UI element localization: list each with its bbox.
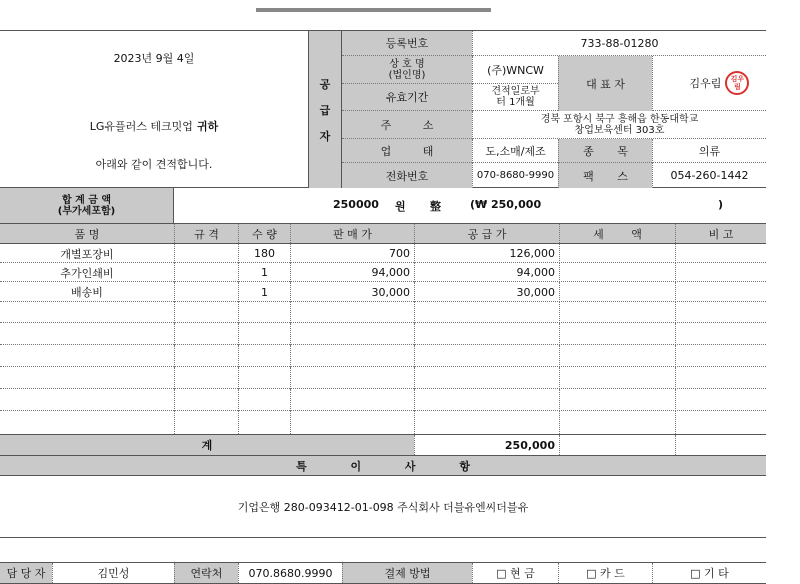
table-header: [0, 224, 766, 244]
total-symbol: 整: [430, 200, 441, 213]
table-row: 추가인쇄비 1 94,000 94,000: [0, 263, 766, 282]
table-row: [0, 389, 766, 411]
sum-value: 250,000: [414, 435, 559, 455]
validity-value: 견적일로부터 1개월: [472, 84, 558, 111]
sum-tax-cell: [559, 435, 675, 455]
contact-value: 070.8680.9990: [238, 563, 342, 583]
recipient-suffix: 귀하: [196, 120, 219, 133]
company-value: (주)WNCW: [472, 56, 558, 84]
manager-value: 김민성: [52, 563, 174, 583]
sum-note-cell: [675, 435, 766, 455]
sum-label: 계: [0, 435, 414, 455]
col-supply-header: 공 급 가: [414, 224, 559, 243]
validity-label: 유효기간: [342, 84, 472, 111]
total-amount: 250000: [333, 198, 379, 211]
table-row: 개별포장비 180 700 126,000: [0, 244, 766, 263]
title-bar: [256, 8, 491, 12]
phone-label: 전화번호: [342, 163, 472, 188]
col-tax-header: 세 액: [559, 224, 675, 243]
company-seal: 김우림: [725, 71, 749, 95]
sum-row: [0, 434, 766, 456]
recipient: [0, 117, 308, 135]
header-section: [0, 30, 766, 188]
table-row: [0, 367, 766, 389]
address-label: 주 소: [342, 111, 472, 139]
recipient-name: LG유플러스 테크밋업: [89, 120, 193, 133]
total-row: [0, 188, 766, 224]
fax-label: 팩 스: [558, 163, 652, 188]
fax-value: 054-260-1442: [652, 163, 766, 188]
payment-other-checkbox[interactable]: □ 기 타: [652, 563, 766, 583]
col-note-header: 비 고: [675, 224, 766, 243]
rep-cell: [652, 56, 766, 111]
company-label: 상 호 명 (법인명): [342, 56, 472, 84]
table-row: 배송비 1 30,000 30,000: [0, 282, 766, 302]
remarks-label: 특 이 사 항: [0, 456, 766, 476]
payment-card-checkbox[interactable]: □ 카 드: [558, 563, 652, 583]
business-value: 도,소매/제조: [472, 139, 558, 163]
total-won: 원: [395, 200, 406, 213]
table-row: [0, 411, 766, 434]
table-row: [0, 345, 766, 367]
col-name-header: 품 명: [74, 227, 100, 241]
item-value: 의류: [652, 139, 766, 163]
total-amount-paren: (₩ 250,000: [470, 198, 542, 211]
rep-label: 대 표 자: [558, 56, 652, 111]
manager-label: 담 당 자: [0, 563, 52, 583]
quote-message: 아래와 같이 견적합니다.: [95, 158, 213, 171]
col-qty-header: 수 량: [238, 224, 290, 243]
item-label: 종 목: [558, 139, 652, 163]
col-spec-header: 규 격: [174, 224, 238, 243]
reg-no-label: 등록번호: [342, 31, 472, 56]
reg-no-value: 733-88-01280: [472, 31, 766, 56]
contact-label: 연락처: [174, 563, 238, 583]
footer-row: [0, 562, 766, 584]
total-label: 합 계 금 액 (부가세포함): [0, 188, 174, 223]
phone-value: 070-8680-9990: [472, 163, 558, 188]
table-row: [0, 323, 766, 345]
business-label: 업 태: [342, 139, 472, 163]
quote-date: 2023년 9월 4일: [113, 52, 195, 65]
remarks-text: 기업은행 280-093412-01-098 주식회사 더블유엔씨더블유: [0, 476, 766, 538]
supplier-side-label: 공 급 자: [308, 31, 342, 188]
total-close-paren: ): [718, 198, 724, 211]
table-row: [0, 302, 766, 323]
payment-cash-checkbox[interactable]: □ 현 금: [472, 563, 558, 583]
col-price-header: 판 매 가: [290, 224, 414, 243]
payment-label: 결제 방법: [342, 563, 472, 583]
address-value: 경북 포항시 북구 흥해읍 한동대학교 창업보육센터 303호: [472, 111, 766, 139]
rep-value: 김우림: [689, 77, 722, 90]
table-body: [0, 244, 766, 434]
